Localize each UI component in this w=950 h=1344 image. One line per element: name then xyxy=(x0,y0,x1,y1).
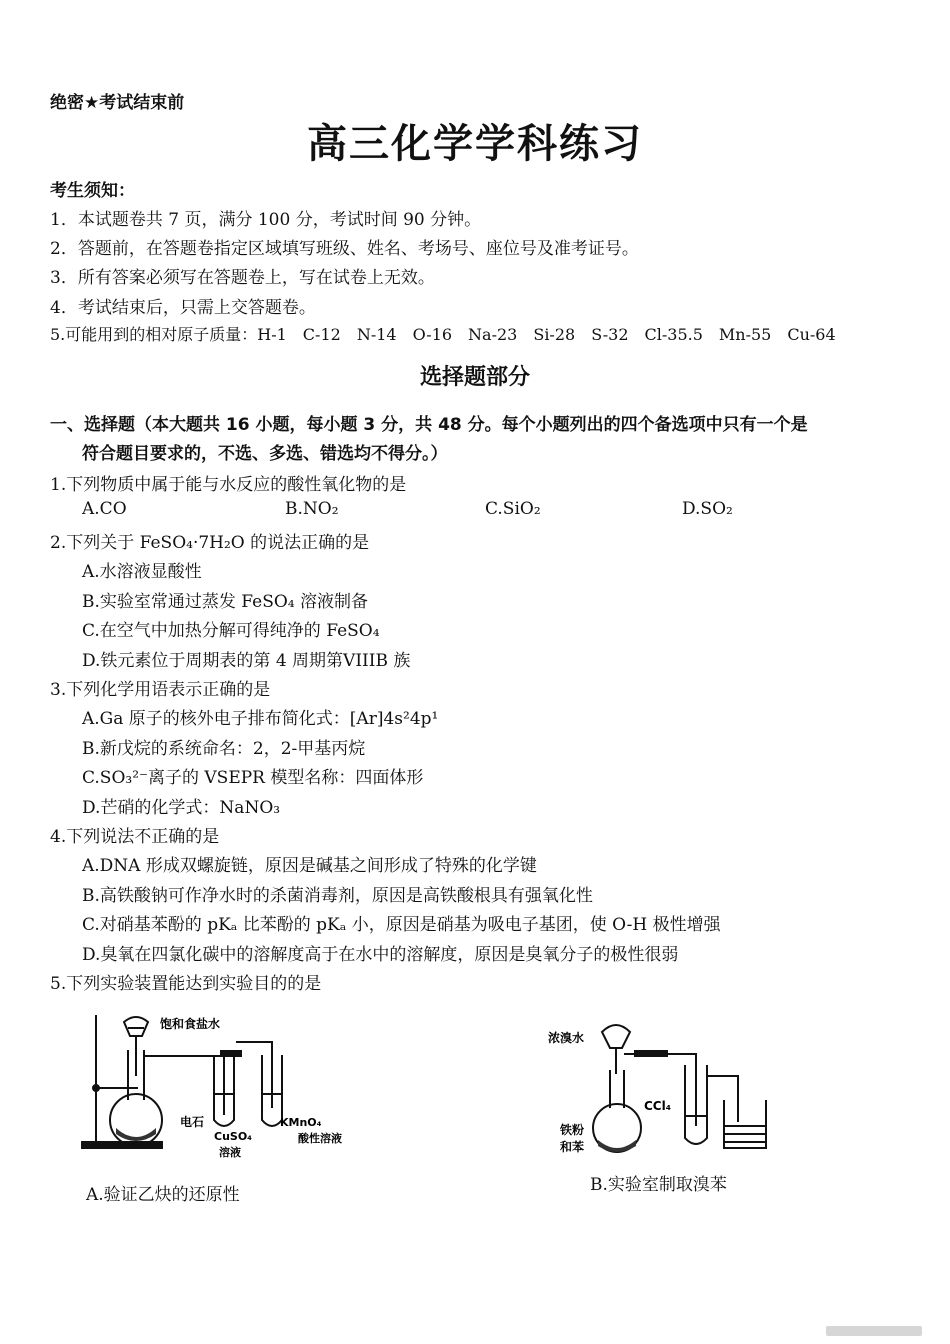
question-4-option-c: C.对硝基苯酚的 pKₐ 比苯酚的 pKₐ 小，原因是硝基为吸电子基团，使 O-H 极性增强 xyxy=(82,915,721,935)
label-kmno4: KMnO₄ xyxy=(280,1116,322,1129)
notice-item: 4．考试结束后，只需上交答题卷。 xyxy=(50,298,316,318)
corner-watermark xyxy=(826,1326,922,1336)
question-4-stem: 4.下列说法不正确的是 xyxy=(50,827,220,847)
question-1-stem: 1.下列物质中属于能与水反应的酸性氧化物的是 xyxy=(50,475,407,495)
section-title: 选择题部分 xyxy=(419,365,530,390)
question-3-option-a: A.Ga 原子的核外电子排布简化式：[Ar]4s²4p¹ xyxy=(82,709,439,729)
question-5-stem: 5.下列实验装置能达到实验目的的是 xyxy=(50,974,322,994)
question-3-option-d: D.芒硝的化学式：NaNO₃ xyxy=(82,798,281,818)
notice-item: 3．所有答案必须写在答题卷上，写在试卷上无效。 xyxy=(50,268,435,288)
question-4-option-a: A.DNA 形成双螺旋链，原因是碱基之间形成了特殊的化学键 xyxy=(82,856,537,876)
question-3-option-c: C.SO₃²⁻离子的 VSEPR 模型名称：四面体形 xyxy=(82,768,424,788)
notice-item: 1．本试题卷共 7 页，满分 100 分，考试时间 90 分钟。 xyxy=(50,210,482,230)
question-2-stem: 2.下列关于 FeSO₄·7H₂O 的说法正确的是 xyxy=(50,533,370,553)
part-instructions-line2: 符合题目要求的，不选、多选、错选均不得分。） xyxy=(82,444,448,464)
question-2-option-c: C.在空气中加热分解可得纯净的 FeSO₄ xyxy=(82,621,380,641)
question-1-option-c: C.SiO₂ xyxy=(485,499,541,519)
notice-item: 2．答题前，在答题卷指定区域填写班级、姓名、考场号、座位号及准考证号。 xyxy=(50,239,639,259)
question-4-option-d: D.臭氧在四氯化碳中的溶解度高于在水中的溶解度，原因是臭氧分子的极性很弱 xyxy=(82,945,679,965)
question-2-option-d: D.铁元素位于周期表的第 4 周期第VIIIB 族 xyxy=(82,651,411,671)
figure-b-apparatus xyxy=(540,1010,780,1160)
label-acidic-solution: 酸性溶液 xyxy=(298,1132,342,1145)
question-3-stem: 3.下列化学用语表示正确的是 xyxy=(50,680,271,700)
notice-item-atomic-masses: 5.可能用到的相对原子质量：H-1 C-12 N-14 O-16 Na-23 Si-28 S-32 Cl-35.5 Mn-55 Cu-64 xyxy=(50,325,836,344)
label-iron-powder: 铁粉 xyxy=(560,1123,585,1137)
label-and-benzene: 和苯 xyxy=(560,1140,585,1154)
label-calcium-carbide: 电石 xyxy=(180,1115,205,1129)
question-1-option-a: A.CO xyxy=(82,499,127,519)
question-2-option-a: A.水溶液显酸性 xyxy=(82,562,202,582)
label-cuso4: CuSO₄ xyxy=(214,1130,252,1143)
exam-title: 高三化学学科练习 xyxy=(307,121,643,167)
label-ccl4: CCl₄ xyxy=(644,1099,671,1113)
question-3-option-b: B.新戊烷的系统命名：2，2-甲基丙烷 xyxy=(82,739,366,759)
question-2-option-b: B.实验室常通过蒸发 FeSO₄ 溶液制备 xyxy=(82,592,369,612)
figure-a-caption: A.验证乙炔的还原性 xyxy=(86,1185,240,1205)
label-bromine-water: 浓溴水 xyxy=(548,1031,585,1045)
label-solution: 溶液 xyxy=(219,1146,241,1159)
label-saturated-brine: 饱和食盐水 xyxy=(160,1017,221,1031)
question-1-option-b: B.NO₂ xyxy=(285,499,339,519)
figure-b-caption: B.实验室制取溴苯 xyxy=(590,1175,727,1195)
figure-a-apparatus xyxy=(76,1010,376,1160)
part-instructions-line1: 一、选择题（本大题共 16 小题，每小题 3 分，共 48 分。每个小题列出的四个备选项中只有一个是 xyxy=(50,415,808,435)
confidential-label: 绝密★考试结束前 xyxy=(50,93,185,113)
question-4-option-b: B.高铁酸钠可作净水时的杀菌消毒剂，原因是高铁酸根具有强氧化性 xyxy=(82,886,593,906)
notice-heading: 考生须知： xyxy=(50,181,135,201)
question-1-option-d: D.SO₂ xyxy=(682,499,733,519)
